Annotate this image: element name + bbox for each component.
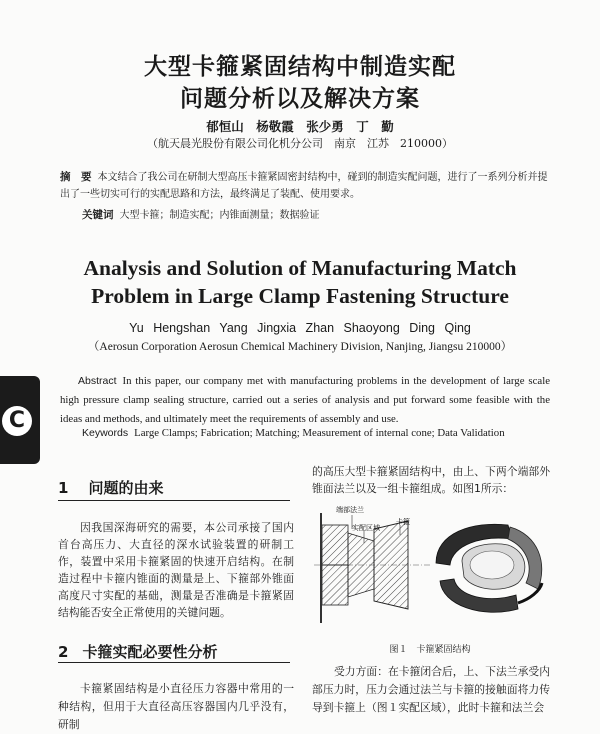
section-1-heading [58,477,163,498]
figure-1-drawing [312,503,552,633]
english-affiliation: （Aerosun Corporation Aerosun Chemical Machinery Division, Nanjing, Jiangsu 210000） [87,341,513,353]
figure-label-clamp: 卡箍 [396,518,410,526]
section-2-heading [58,641,217,662]
chinese-abstract-text: 本文结合了我公司在研制大型高压卡箍紧固密封结构中，碰到的制造实配问题，进行了一系列分析并提出了一些切实可行的实配思路和方法，最终满足了装配、使用要求。 [60,172,548,200]
right-column-body: 受力方面：在卡箍闭合后，上、下法兰承受内部压力时，压力会通过法兰与卡箍的接触面将力传导到卡箍上（图１实配区域），此时卡箍和法兰会 [312,665,550,714]
english-abstract-label: Abstract [78,375,117,387]
chinese-abstract [60,169,550,203]
section-1-title: 问题的由来 [88,479,164,497]
chinese-keywords-label: 关键词 [82,209,114,221]
right-column-intro: 的高压大型卡箍紧固结构中，由上、下两个端部外锥面法兰以及一组卡箍组成。如图1所示： [312,465,550,495]
chinese-title-line-2: 问题分析以及解决方案 [180,86,420,112]
chinese-affiliation: （航天晨光股份有限公司化机分公司 南京 江苏 210000） [147,137,453,150]
english-keywords-text: Large Clamps; Fabrication; Matching; Measurement of internal cone; Data Validation [134,427,505,439]
english-authors: Yu Hengshan Yang Jingxia Zhan Shaoyong Ding Qing [129,321,471,335]
copyright-badge: C [2,406,32,436]
chinese-title-line-1: 大型卡箍紧固结构中制造实配 [144,54,456,80]
english-abstract [60,372,550,429]
clamp-3d-view [436,524,542,612]
english-abstract-text: In this paper, our company met with manufacturing problems in the development of large scale high pressure clamp sealing structure, carried out a series of analysis and put forward some feasible with the ideas and methods, and ultimately meet the requirements of assembly and use. [60,375,550,425]
section-2-title: 卡箍实配必要性分析 [82,643,218,661]
english-keywords [82,427,552,439]
chinese-authors: 郁恒山 杨敬霞 张少勇 丁 勤 [206,119,394,134]
figure-label-match-area: 实配区域 [352,524,380,532]
section-2-number: 2 [58,643,69,661]
section-1-body: 因我国深海研究的需要，本公司承接了国内首台高压力、大直径的深水试验装置的研制工作，装置中采用卡箍紧固的快速开启结构。在制造过程中卡箍内锥面的测量是上、下箍部外锥面高度尺寸实配的基础，测量是否准确是卡箍紧固结构能否安全正常使用的关键问题。 [58,521,294,619]
section-1-rule [58,500,290,501]
chinese-keywords [82,206,552,222]
figure-label-end-flange: 端部法兰 [336,506,364,514]
english-title-line-2: Problem in Large Clamp Fastening Structure [91,284,509,308]
english-title-line-1: Analysis and Solution of Manufacturing Match [83,256,517,280]
section-2-rule [58,662,290,663]
chinese-keywords-text: 大型卡箍；制造实配；内锥面测量；数据验证 [119,210,320,221]
figure-1-clamp-structure [312,503,552,633]
section-2-body: 卡箍紧固结构是小直径压力容器中常用的一种结构，但用于大直径高压容器国内几乎没有，研制 [58,682,294,731]
figure-1-caption: 图１ 卡箍紧固结构 [389,645,471,655]
english-keywords-label: Keywords [82,427,129,439]
section-1-number: 1 [58,479,69,497]
chinese-abstract-label: 摘 要 [60,171,92,183]
